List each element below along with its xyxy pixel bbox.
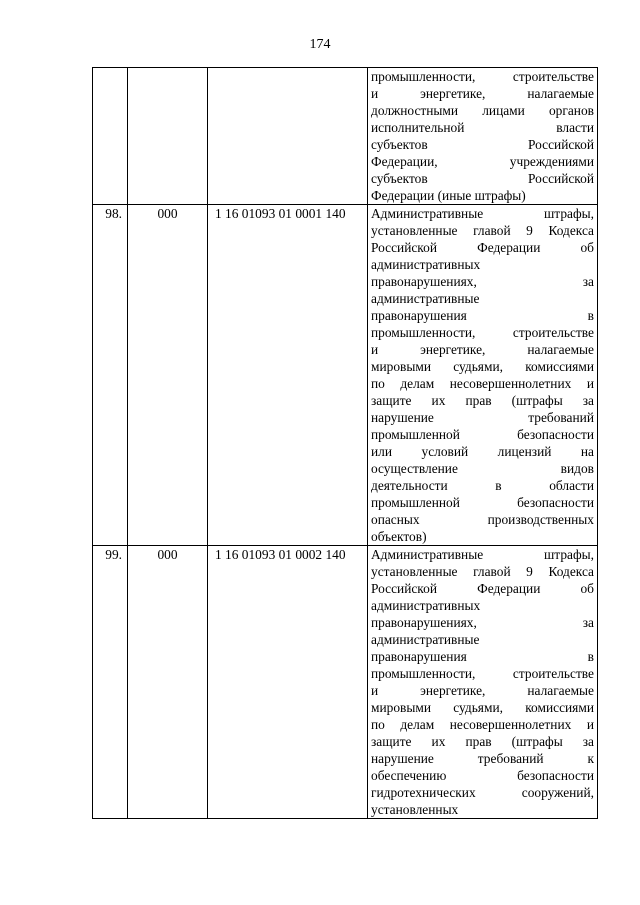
description-line: промышленной безопасности bbox=[371, 495, 594, 510]
description-line: правонарушения в bbox=[371, 649, 594, 664]
description-line: должностными лицами органов bbox=[371, 103, 594, 118]
description-line: административные bbox=[371, 632, 480, 647]
description-line: административных bbox=[371, 257, 481, 272]
table-row bbox=[93, 68, 598, 205]
description-line: Федерации, учреждениями bbox=[371, 154, 594, 169]
description-line: субъектов Российской bbox=[371, 171, 594, 186]
description-line: гидротехнических сооружений, bbox=[371, 785, 594, 800]
description-line: субъектов Российской bbox=[371, 137, 594, 152]
description-line: промышленности, строительстве bbox=[371, 666, 594, 681]
description-line: деятельности в области bbox=[371, 478, 594, 493]
row-number-cell: 99. bbox=[93, 546, 128, 819]
row-number-cell: 98. bbox=[93, 205, 128, 546]
table-row bbox=[93, 205, 598, 546]
budget-code-table bbox=[92, 67, 598, 819]
description-line: мировыми судьями, комиссиями bbox=[371, 359, 594, 374]
admin-code-cell bbox=[128, 68, 208, 205]
description-line: правонарушениях, за bbox=[371, 274, 594, 289]
table-row bbox=[93, 546, 598, 819]
description-line: административные bbox=[371, 291, 480, 306]
description-line: Административные штрафы, bbox=[371, 206, 594, 221]
budget-classification-code-cell: 1 16 01093 01 0002 140 bbox=[208, 546, 368, 819]
description-line: Федерации (иные штрафы) bbox=[371, 188, 526, 203]
description-line: исполнительной власти bbox=[371, 120, 594, 135]
description-line: нарушение требований к bbox=[371, 751, 594, 766]
description-line: по делам несовершеннолетних и bbox=[371, 717, 594, 732]
description-cell bbox=[368, 68, 598, 205]
description-line: установленные главой 9 Кодекса bbox=[371, 564, 594, 579]
description-line: обеспечению безопасности bbox=[371, 768, 594, 783]
description-line: мировыми судьями, комиссиями bbox=[371, 700, 594, 715]
description-line: правонарушения в bbox=[371, 308, 594, 323]
description-line: правонарушениях, за bbox=[371, 615, 594, 630]
description-line: промышленности, строительстве bbox=[371, 325, 594, 340]
description-line: промышленности, строительстве bbox=[371, 69, 594, 84]
description-line: или условий лицензий на bbox=[371, 444, 594, 459]
description-line: опасных производственных bbox=[371, 512, 594, 527]
description-line: по делам несовершеннолетних и bbox=[371, 376, 594, 391]
description-line: объектов) bbox=[371, 529, 427, 544]
admin-code-cell: 000 bbox=[128, 205, 208, 546]
description-line: промышленной безопасности bbox=[371, 427, 594, 442]
description-line: осуществление видов bbox=[371, 461, 594, 476]
description-line: и энергетике, налагаемые bbox=[371, 342, 594, 357]
description-line: Российской Федерации об bbox=[371, 581, 594, 596]
description-line: и энергетике, налагаемые bbox=[371, 683, 594, 698]
table-body bbox=[93, 68, 598, 819]
description-line: Административные штрафы, bbox=[371, 547, 594, 562]
description-cell bbox=[368, 205, 598, 546]
description-line: и энергетике, налагаемые bbox=[371, 86, 594, 101]
budget-classification-code-cell: 1 16 01093 01 0001 140 bbox=[208, 205, 368, 546]
admin-code-cell: 000 bbox=[128, 546, 208, 819]
row-number-cell bbox=[93, 68, 128, 205]
description-line: установленные главой 9 Кодекса bbox=[371, 223, 594, 238]
budget-classification-code-cell bbox=[208, 68, 368, 205]
description-line: административных bbox=[371, 598, 481, 613]
description-line: установленных bbox=[371, 802, 459, 817]
description-line: защите их прав (штрафы за bbox=[371, 734, 594, 749]
description-cell bbox=[368, 546, 598, 819]
description-line: защите их прав (штрафы за bbox=[371, 393, 594, 408]
page-number: 174 bbox=[309, 37, 331, 52]
description-line: нарушение требований bbox=[371, 410, 594, 425]
description-line: Российской Федерации об bbox=[371, 240, 594, 255]
